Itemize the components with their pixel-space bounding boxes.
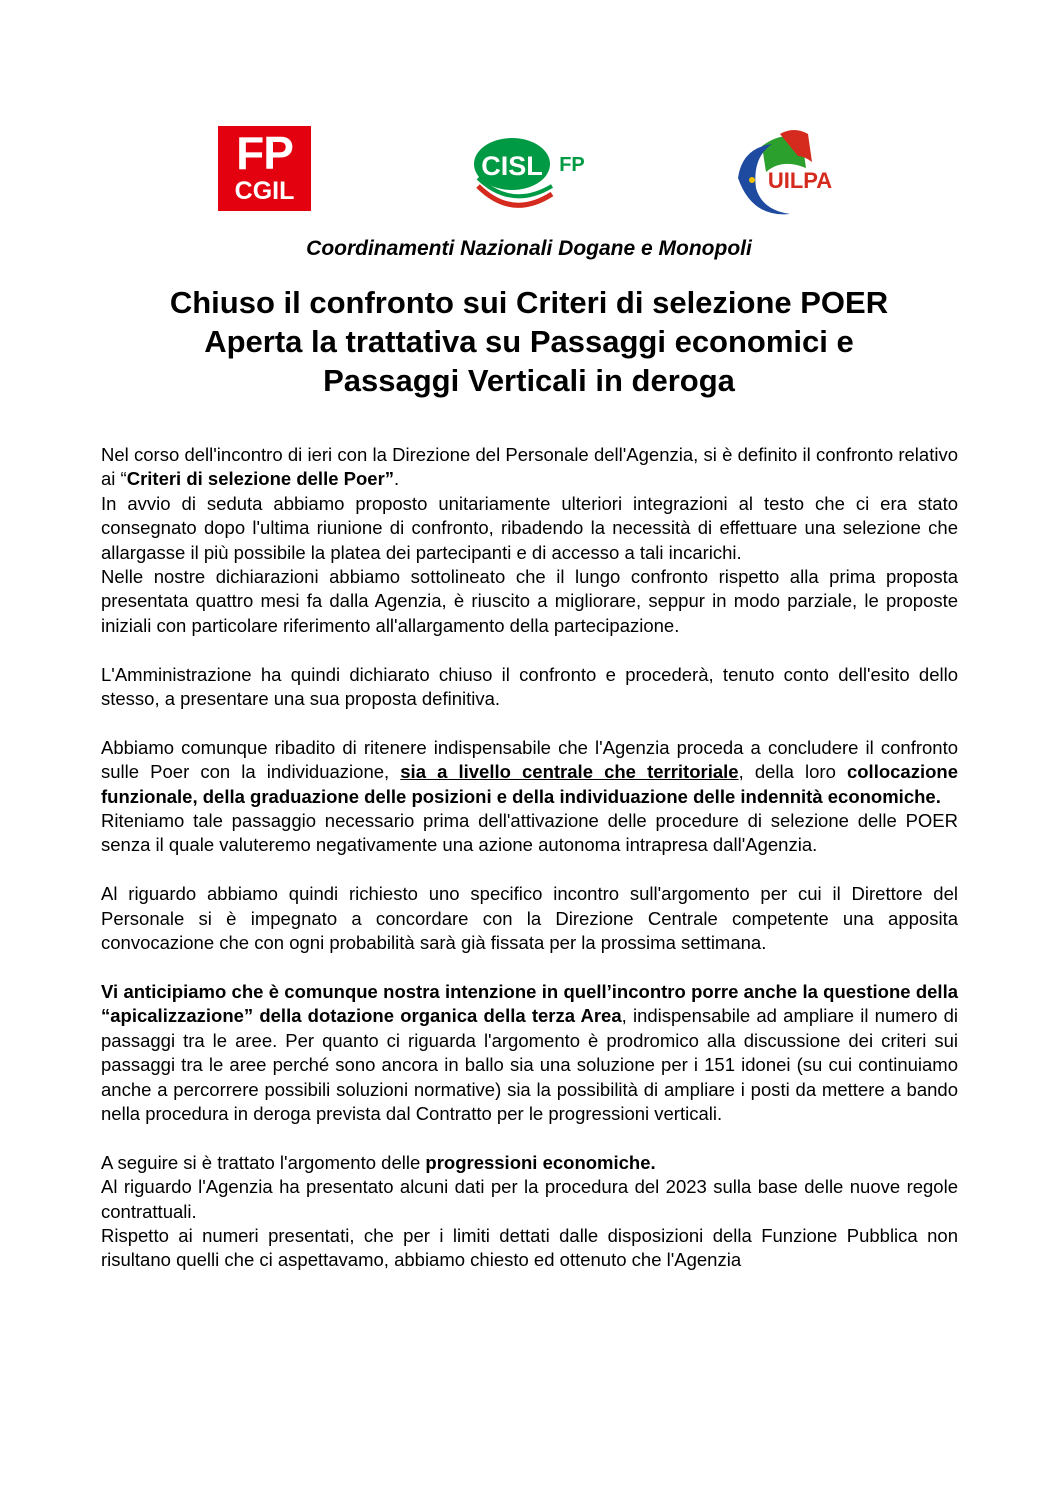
fp-cgil-logo [218,126,311,211]
cisl-fp-text: FP [559,154,585,176]
paragraph-4: L'Amministrazione ha quindi dichiarato chiuso il confronto e procederà, tenuto conto dell'esito dello stesso, a presentare una sua proposta definitiva. [101,663,958,710]
paragraph-1-end: . [394,468,400,490]
uilpa-logo [732,128,842,220]
paragraph-1-bold: Criteri di selezione delle Poer” [126,468,395,490]
paragraph-8-bold: Vi anticipiamo che è comunque nostra intenzione in quell’incontro porre anche la questione della “apicalizzazione” della dotazione organica della terza Area [101,980,958,1027]
paragraph-5-text: Abbiamo comunque ribadito di ritenere indispensabile che l'Agenzia proceda a concludere il confronto sulle Poer con la individuazione, [101,736,958,783]
title-line-2: Aperta la trattativa su Passaggi economici e [204,324,854,359]
paragraph-8 [101,980,958,1126]
paragraph-8-text: , indispensabile ad ampliare il numero di passaggi tra le aree. Per quanto ci riguarda l'argomento è prodromico alla discussione dei criteri sui passaggi tra le aree perché sono ancora in ballo sia una soluzione per i 151 idonei (su cui continuiamo anche a percorrere possibili soluzioni normative) sia la possibilità di ampliare i posti da mettere a bando nella procedura in deroga prevista dal Contratto per le progressioni verticali. [101,1005,958,1124]
paragraph-2: In avvio di seduta abbiamo proposto unitariamente ulteriori integrazioni al testo che ci era stato consegnato dopo l'ultima riunione di confronto, ribadendo la necessità di effettuare una selezione che allargasse il più possibile la platea dei partecipanti e di accesso a tali incarichi. [101,492,958,563]
paragraph-6: Riteniamo tale passaggio necessario prima dell'attivazione delle procedure di selezione delle POER senza il quale valuteremo negativamente una azione autonoma intrapresa dall'Agenzia. [101,810,958,856]
cisl-text: CISL [481,151,543,181]
paragraph-5 [101,736,958,809]
document-subtitle: Coordinamenti Nazionali Dogane e Monopoli [306,237,752,260]
fp-cgil-logo-fp: FP [236,127,293,179]
paragraph-7: Al riguardo abbiamo quindi richiesto uno specifico incontro sull'argomento per cui il Direttore del Personale si è impegnato a concordare con la Direzione Centrale competente una apposita convocazione che con ogni probabilità sarà già fissata per la prossima settimana. [101,883,958,954]
paragraph-3: Nelle nostre dichiarazioni abbiamo sottolineato che il lungo confronto rispetto alla prima proposta presentata quattro mesi fa dalla Agenzia, è riuscito a migliorare, seppur in modo parziale, le proposte iniziali con particolare riferimento all'allargamento della partecipazione. [101,566,958,636]
uil-stars-icon [749,177,755,183]
cisl-fp-logo [470,134,600,222]
paragraph-5-underlined: sia a livello centrale che territoriale [400,761,739,783]
paragraph-1-text: Nel corso dell'incontro di ieri con la Direzione del Personale dell'Agenzia, si è definito il confronto relativo ai “ [101,444,958,490]
paragraph-9 [101,1151,958,1175]
document-body [101,443,958,1273]
paragraph-9-bold: progressioni economiche. [425,1151,656,1173]
document-title [60,283,998,400]
paragraph-1 [101,443,958,492]
title-line-1: Chiuso il confronto sui Criteri di selezione POER [169,285,889,320]
title-line-3: Passaggi Verticali in deroga [323,363,735,398]
paragraph-10: Al riguardo l'Agenzia ha presentato alcuni dati per la procedura del 2023 sulla base delle nuove regole contrattuali. [101,1176,958,1222]
paragraph-11: Rispetto ai numeri presentati, che per i limiti dettati dalle disposizioni della Funzione Pubblica non risultano quelli che ci aspettavamo, abbiamo chiesto ed ottenuto che l'Agenzia [101,1224,958,1271]
paragraph-9-text: A seguire si è trattato l'argomento delle [101,1151,426,1173]
logo-bar [0,124,1058,224]
uilpa-text: UILPA [767,168,833,193]
paragraph-5-mid: , della loro [738,761,847,783]
fp-cgil-logo-cgil: CGIL [234,177,295,205]
paragraph-5-bold: collocazione funzionale, della graduazione delle posizioni e della individuazione delle indennità economiche. [101,761,958,807]
